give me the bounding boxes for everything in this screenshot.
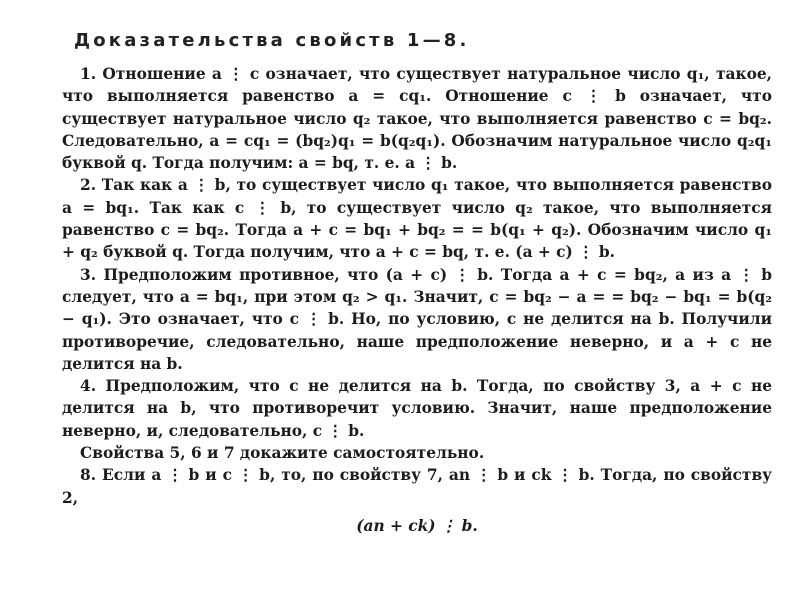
section-heading: Доказательства свойств 1—8. bbox=[74, 30, 470, 51]
proofs-body bbox=[62, 63, 772, 537]
proof-paragraph-3 bbox=[62, 264, 772, 375]
proof-paragraph-8 bbox=[62, 464, 772, 509]
proof-number: 3. bbox=[80, 265, 97, 284]
proof-text: Если a ⋮ b и c ⋮ b, то, по свойству 7, an ⋮ b и ck ⋮ b. Тогда, по свойству 2, bbox=[62, 466, 773, 507]
proof-number: 1. bbox=[80, 65, 97, 83]
proof-text: Свойства 5, 6 и 7 докажите самостоятельно. bbox=[80, 444, 485, 463]
proof-text: Предположим противное, что (a + c) ⋮ b. Тогда a + c = bq₂, а из a ⋮ b следует, что a = bq₁, при этом q₂ > q₁. Значит, c = bq₂ − a = = bq₂ − bq₁ = b(q₂ − q₁). Это означает, что c ⋮ b. Но, по условию, c не делится на b. Получили противоречие, следовательно, наше предположение неверно, и a + c не делится на b. bbox=[62, 265, 773, 373]
proof-text: Предположим, что c не делится на b. Тогда, по свойству 3, a + c не делится на b, что противоречит условию. Значит, наше предположение неверно, и, следовательно, c ⋮ b. bbox=[62, 377, 773, 440]
proof-paragraph-note bbox=[62, 442, 772, 464]
proof-number: 2. bbox=[80, 176, 97, 195]
proof-number: 8. bbox=[80, 466, 97, 485]
proof-text: Отношение a ⋮ c означает, что существует натуральное число q₁, такое, что выполняется равенство a = cq₁. Отношение c ⋮ b означает, что существует натуральное число q₂ такое, что выполняется равенство c = bq₂. Следовательно, a = cq₁ = (bq₂)q₁ = b(q₂q₁). Обозначим натуральное число q₂q₁ буквой q. Тогда получим: a = bq, т. е. a ⋮ b. bbox=[62, 65, 772, 173]
proof-text: Так как a ⋮ b, то существует число q₁ такое, что выполняется равенство a = bq₁. Так как c ⋮ b, то существует число q₂ такое, что выполняется равенство c = bq₂. Тогда a + c = bq₁ + bq₂ = = b(q₁ + q₂). Обозначим число q₁ + q₂ буквой q. Тогда получим, что a + c = bq, т. е. (a + c) ⋮ b. bbox=[62, 176, 772, 262]
proof-paragraph-4 bbox=[62, 375, 772, 442]
proof-paragraph-1 bbox=[62, 63, 772, 174]
final-formula: (an + ck) ⋮ b. bbox=[356, 516, 478, 535]
proof-paragraph-2 bbox=[62, 174, 772, 263]
proof-number: 4. bbox=[80, 377, 97, 396]
